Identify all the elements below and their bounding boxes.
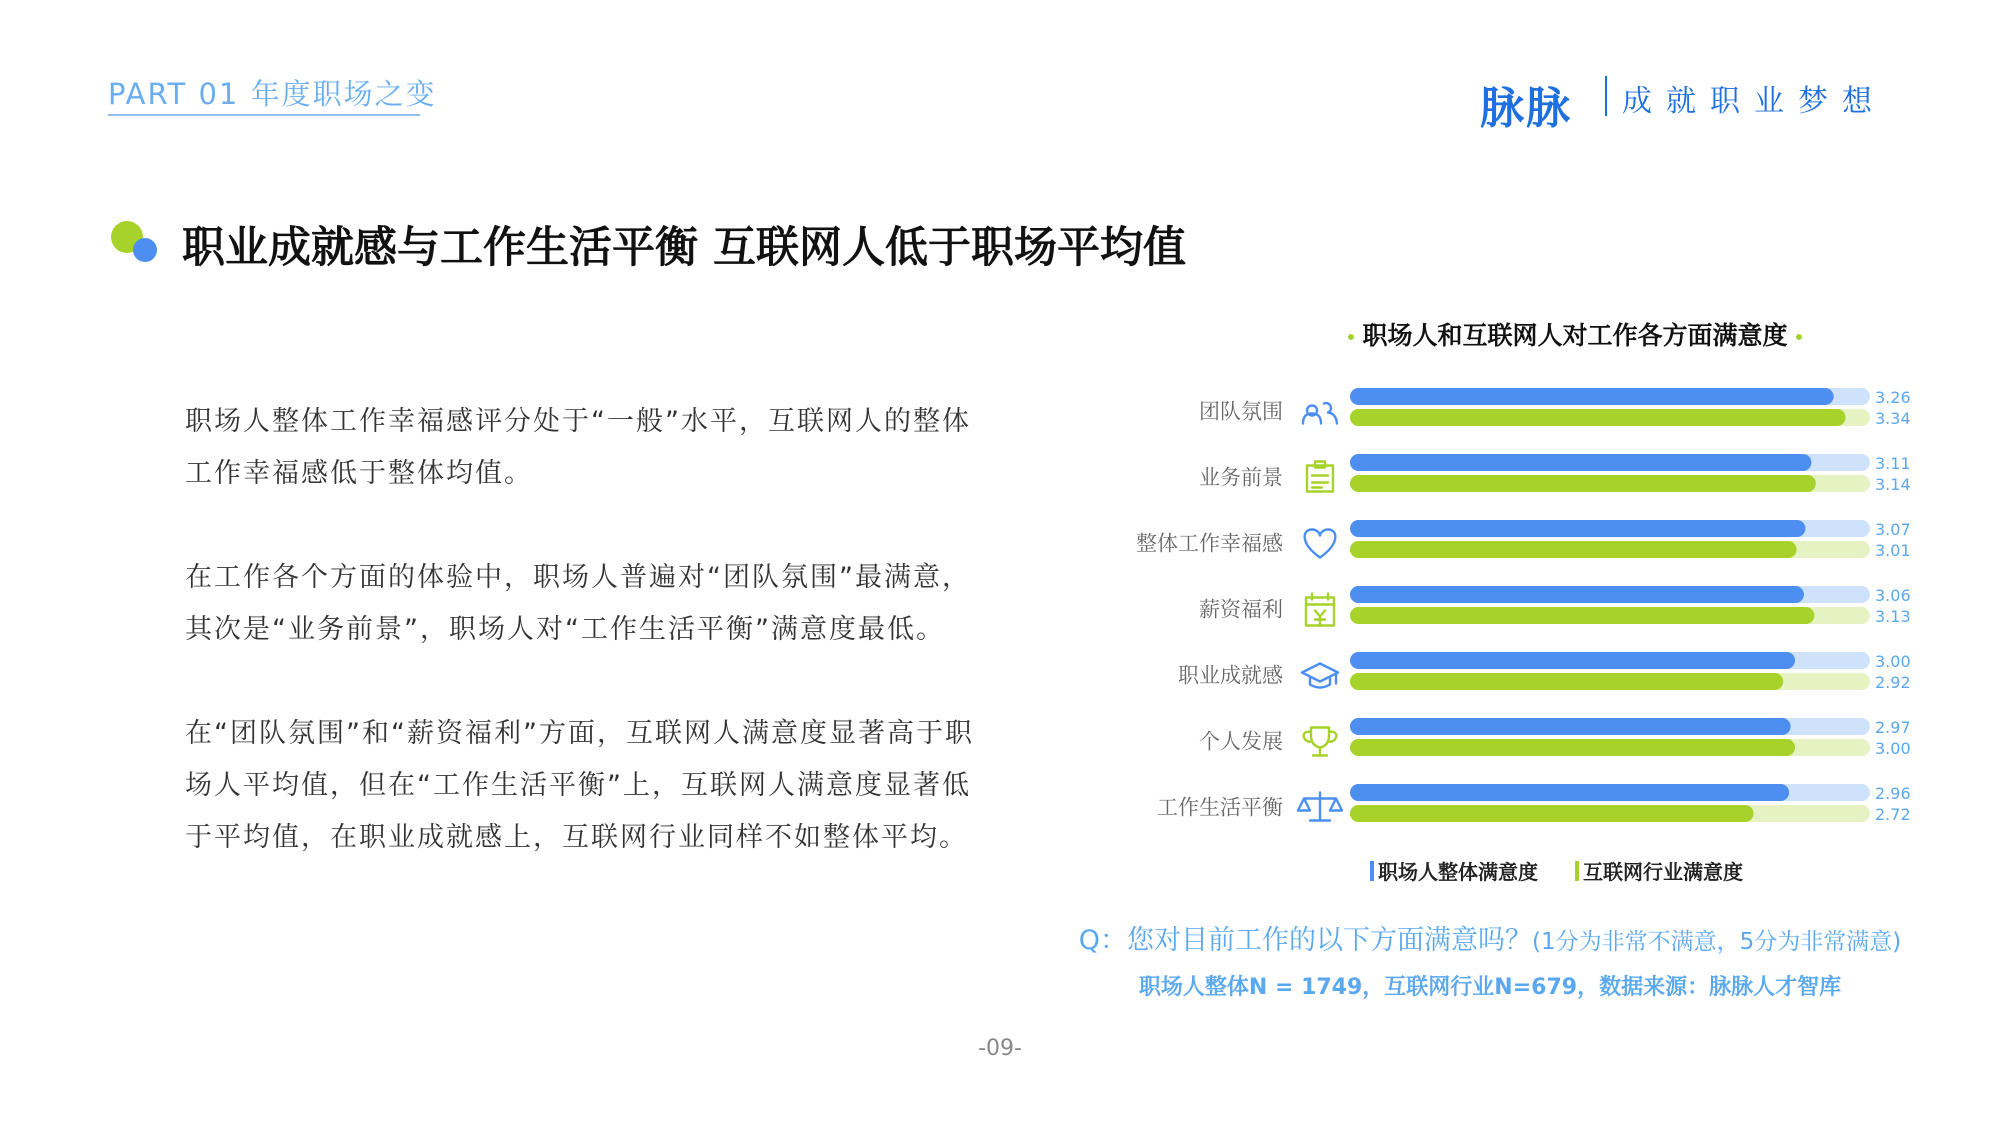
bar [1350,718,1791,735]
title-dot-blue [133,238,157,262]
calendar-yen-icon [1306,594,1334,626]
data-label: 3.01 [1875,541,1911,560]
brand-slogan: 成就职业梦想 [1622,84,1886,119]
bar [1350,739,1795,756]
data-label: 3.14 [1875,475,1911,494]
bar [1350,586,1804,603]
data-label: 3.00 [1875,739,1911,758]
bar [1350,784,1789,801]
body-paragraph: 在工作各个方面的体验中，职场人普遍对“团队氛围”最满意，其次是“业务前景”，职场人对“工作生活平衡”满意度最低。 [185,562,971,645]
chart-title [1305,316,1845,352]
clipboard-icon [1307,462,1333,492]
body-paragraph: 在“团队氛围”和“薪资福利”方面，互联网人满意度显著高于职场人平均值，但在“工作生活平衡”上，互联网人满意度显著低于平均值，在职业成就感上，互联网行业同样不如整体平均。 [185,718,974,853]
data-label: 2.97 [1875,718,1911,737]
data-label: 2.92 [1875,673,1911,692]
bar [1350,607,1814,624]
category-label: 薪资福利 [1199,597,1283,622]
legend-swatch-overall [1370,861,1374,881]
page-title: 职业成就感与工作生活平衡 互联网人低于职场平均值 [182,223,1186,273]
data-label: 3.11 [1875,454,1911,473]
bar [1350,475,1816,492]
scale-icon [1298,793,1342,821]
category-label: 业务前景 [1199,465,1283,490]
bar [1350,541,1797,558]
bar [1350,520,1805,537]
data-label: 3.34 [1875,409,1911,428]
graduation-cap-icon [1302,664,1338,688]
part-underline [108,114,420,116]
heart-icon [1305,530,1336,558]
brand-divider [1605,76,1607,116]
survey-question-main: Q：您对目前工作的以下方面满意吗？ [1078,925,1533,956]
category-label: 职业成就感 [1178,663,1283,688]
legend-label: 职场人整体满意度 [1378,860,1538,884]
legend-item-overall [1370,856,1538,885]
category-label: 个人发展 [1199,729,1283,754]
survey-question [1035,918,1945,957]
bar [1350,652,1795,669]
legend-item-internet [1575,856,1743,885]
body-text [185,396,975,916]
chart-title-bullet [1796,334,1802,340]
brand-logo: 脉脉 [1480,83,1572,134]
bar [1350,673,1783,690]
chart-legend [1370,856,1773,886]
bar [1350,409,1845,426]
data-label: 2.72 [1875,805,1911,824]
chart-title-bullet [1348,334,1354,340]
data-label: 3.07 [1875,520,1911,539]
page-number: -09- [978,1036,1022,1061]
data-label: 3.06 [1875,586,1911,605]
part-label: PART 01 年度职场之变 [108,77,437,111]
people-icon [1303,403,1337,423]
chart-title-text: 职场人和互联网人对工作各方面满意度 [1362,321,1788,350]
trophy-icon [1304,728,1337,756]
data-label: 3.26 [1875,388,1911,407]
data-label: 2.96 [1875,784,1911,803]
data-label: 3.00 [1875,652,1911,671]
data-source: 职场人整体N = 1749，互联网行业N=679，数据来源：脉脉人才智库 [1138,975,1842,1000]
bar [1350,388,1834,405]
satisfaction-bar-chart [1080,370,1911,850]
legend-swatch-internet [1575,861,1579,881]
legend-label: 互联网行业满意度 [1582,860,1743,884]
category-label: 工作生活平衡 [1157,795,1283,820]
bar [1350,805,1754,822]
category-label: 团队氛围 [1199,399,1283,424]
data-label: 3.13 [1875,607,1911,626]
bar [1350,454,1811,471]
category-label: 整体工作幸福感 [1136,531,1283,556]
body-paragraph: 职场人整体工作幸福感评分处于“一般”水平，互联网人的整体工作幸福感低于整体均值。 [185,406,971,489]
survey-question-note: (1分为非常不满意，5分为非常满意) [1532,929,1902,955]
